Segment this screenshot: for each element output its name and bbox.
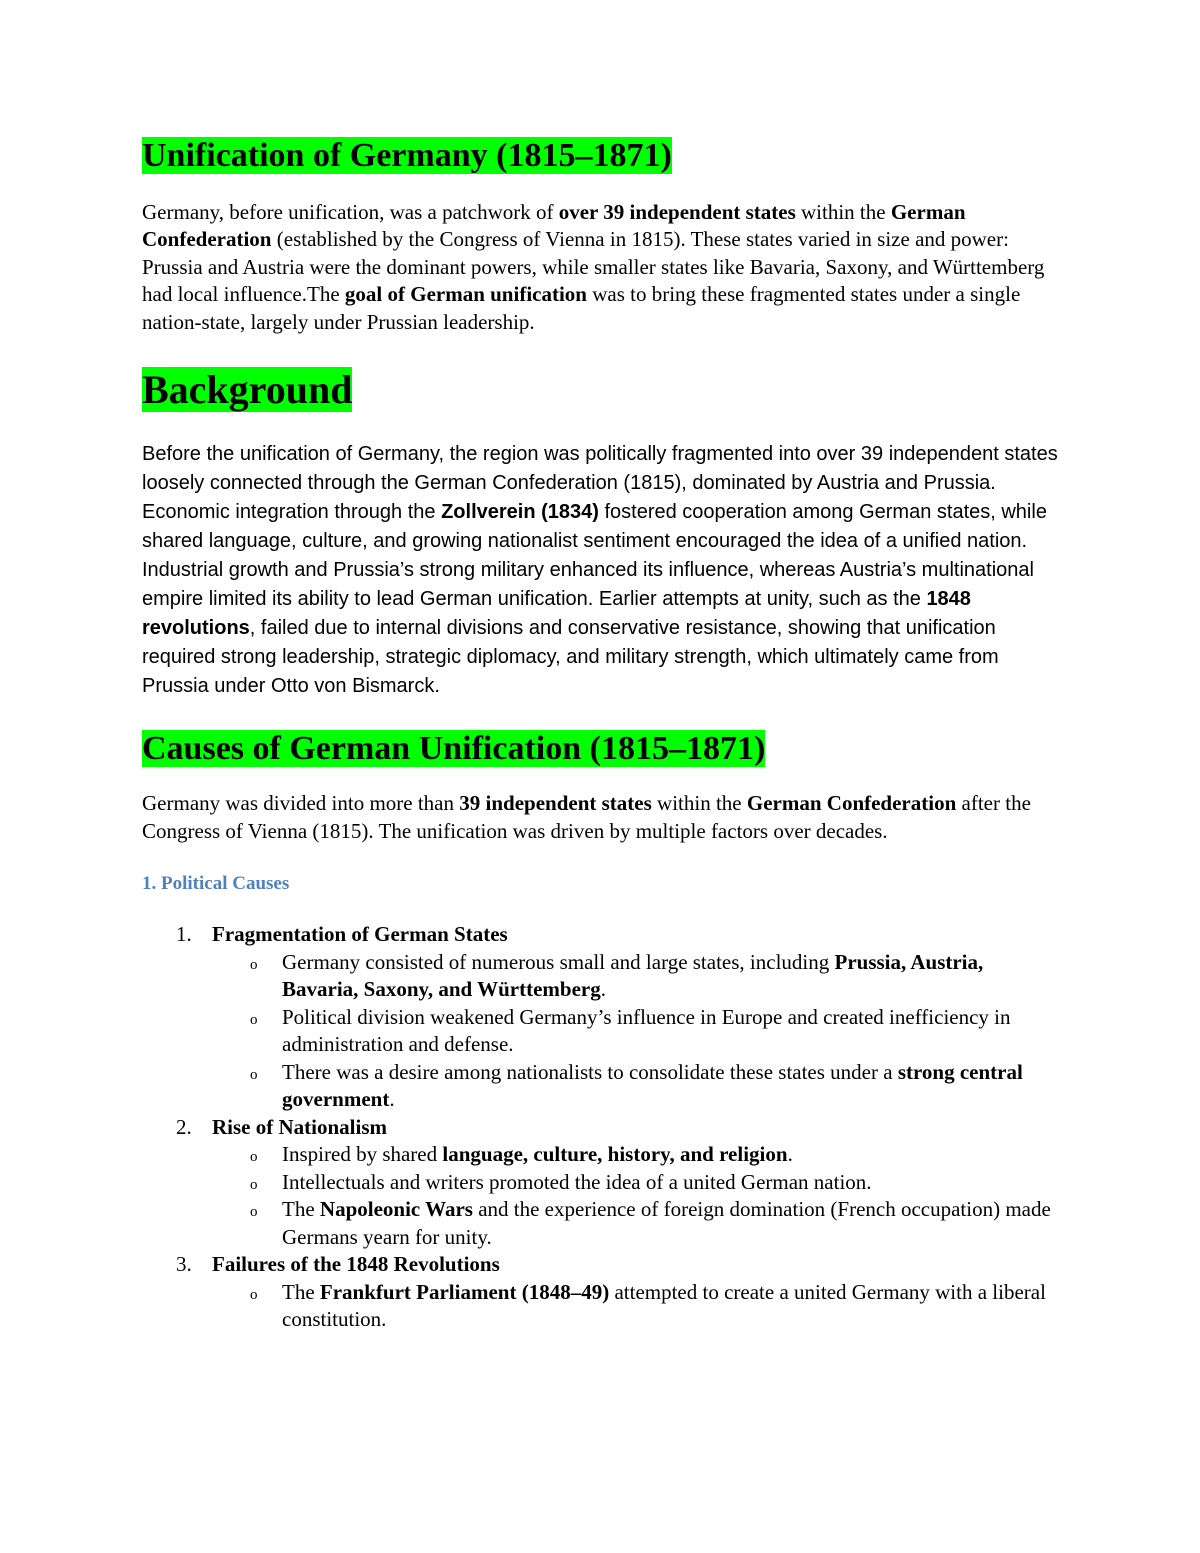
- bullet-item: o Political division weakened Germany’s influence in Europe and created inefficiency in administration and defense.: [250, 1004, 1011, 1057]
- bullet-item: o Inspired by shared language, culture, history, and religion.: [212, 1141, 1062, 1169]
- bullet-item: o There was a desire among nationalists to consolidate these states under a strong central government.: [250, 1059, 1023, 1112]
- document-body: [142, 136, 1062, 1334]
- cause-item: [142, 1251, 1062, 1334]
- cause-number: 3.: [176, 1252, 192, 1277]
- bullet-circle-icon: o: [250, 1149, 258, 1166]
- cause-title: Failures of the 1848 Revolutions: [212, 1252, 500, 1277]
- causes-intro-paragraph: Germany was divided into more than 39 independent states within the German Confederation after the Congress of Vienna (1815). The unification was driven by multiple factors over decades.: [142, 791, 1031, 843]
- bullet-circle-icon: o: [250, 1066, 258, 1083]
- cause-bullets: [212, 949, 1062, 1114]
- bullet-item: o Intellectuals and writers promoted the idea of a united German nation.: [212, 1169, 1062, 1197]
- bullet-circle-icon: o: [250, 956, 258, 973]
- cause-bullets: [212, 1279, 1062, 1334]
- cause-title: Rise of Nationalism: [212, 1114, 387, 1139]
- bullet-circle-icon: o: [250, 1011, 258, 1028]
- causes-list: [142, 921, 1062, 1334]
- cause-title: Fragmentation of German States: [212, 922, 508, 947]
- bullet-circle-icon: o: [250, 1204, 258, 1221]
- bullet-item: o Germany consisted of numerous small and large states, including Prussia, Austria, Bavaria, Saxony, and Württemberg.: [250, 949, 984, 1002]
- title-background: Background: [142, 367, 353, 413]
- bullet-circle-icon: o: [250, 1176, 258, 1193]
- background-paragraph: Before the unification of Germany, the region was politically fragmented into over 39 independent states loosely connected through the German Confederation (1815), dominated by Austria and Prussia. Economic integration through the Zollverein (1834) fostered cooperation among German states, while shared language, culture, and growing nationalist sentiment encouraged the idea of a unified nation. Industrial growth and Prussia’s strong military enhanced its influence, whereas Austria’s multinational empire limited its ability to lead German unification. Earlier attempts at unity, such as the 1848 revolutions, failed due to internal divisions and conservative resistance, showing that unification required strong leadership, strategic diplomacy, and military strength, which ultimately came from Prussia under Otto von Bismarck.: [142, 443, 1058, 698]
- cause-number: 2.: [176, 1114, 192, 1139]
- cause-item: [142, 1114, 1062, 1252]
- cause-item: [142, 921, 1062, 1114]
- intro-paragraph: Germany, before unification, was a patchwork of over 39 independent states within the German Confederation (established by the Congress of Vienna in 1815). These states varied in size and power: Prussia and Austria were the dominant powers, while smaller states like Bavaria, Saxony, and Württemberg had local influence.The goal of German unification was to bring these fragmented states under a single nation-state, largely under Prussian leadership.: [142, 199, 1045, 334]
- bullet-circle-icon: o: [250, 1286, 258, 1303]
- title-unification: Unification of Germany (1815–1871): [142, 137, 672, 174]
- cause-bullets: [212, 1141, 1062, 1251]
- title-causes: Causes of German Unification (1815–1871): [142, 730, 766, 768]
- bullet-item: o The Napoleonic Wars and the experience of foreign domination (French occupation) made Germans yearn for unity.: [250, 1197, 1051, 1249]
- subheading-political-causes: 1. Political Causes: [142, 873, 290, 895]
- cause-number: 1.: [176, 922, 192, 947]
- bullet-item: o The Frankfurt Parliament (1848–49) attempted to create a united Germany with a liberal constitution.: [250, 1279, 1046, 1332]
